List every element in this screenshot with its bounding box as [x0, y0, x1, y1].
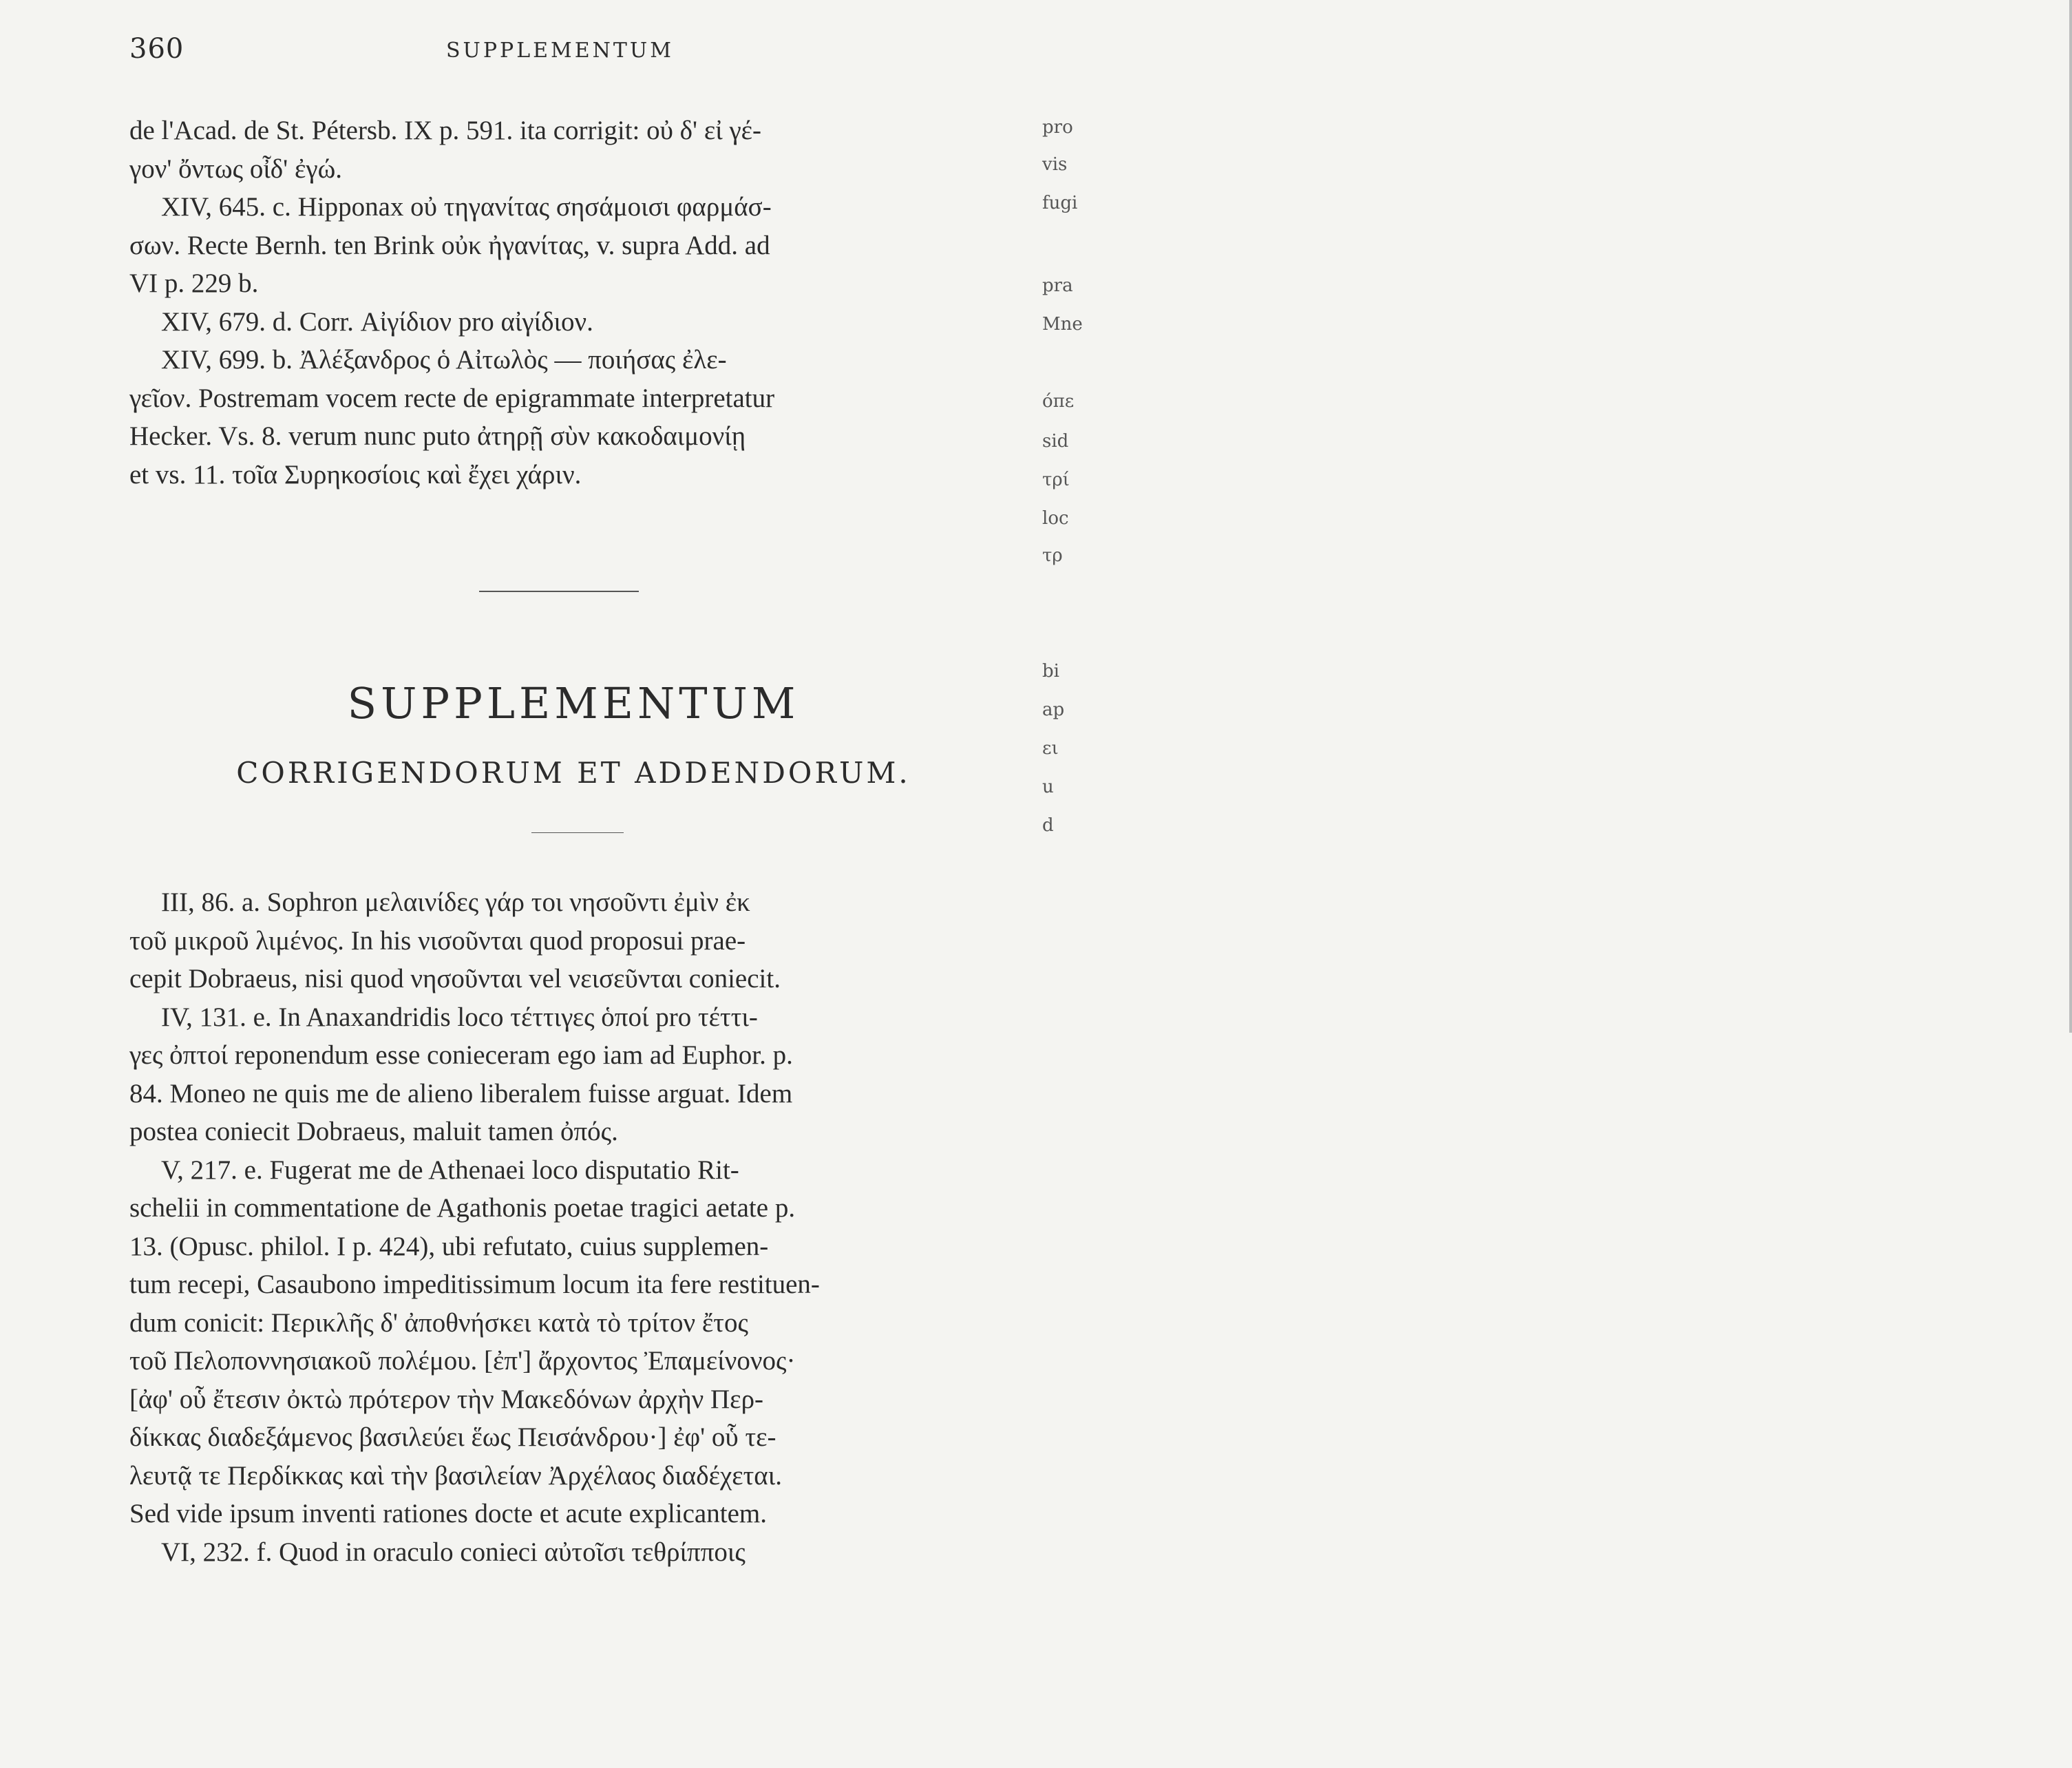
margin-fragment: ει	[1042, 738, 1059, 759]
text-line: XIV, 679. d. Corr. Αἰγίδιον pro αἰγίδιον.	[161, 306, 593, 337]
section-title: SUPPLEMENTUM	[347, 678, 800, 728]
margin-fragment: pro	[1042, 117, 1073, 138]
margin-fragment: τρί	[1042, 470, 1070, 490]
text-line: V, 217. e. Fugerat me de Athenaei loco disputatio Rit-	[161, 1155, 739, 1185]
text-line: schelii in commentatione de Agathonis poetae tragici aetate p.	[129, 1193, 796, 1223]
margin-fragment: τρ	[1042, 545, 1063, 566]
margin-fragment: bi	[1042, 661, 1059, 682]
text-line: δίκκας διαδεξάμενος βασιλεύει ἕως Πεισάνδρου·] ἐφ' οὗ τε-	[129, 1422, 776, 1452]
margin-fragment: όπε	[1042, 391, 1075, 412]
text-line: 13. (Opusc. philol. I p. 424), ubi refutato, cuius supplemen-	[129, 1231, 769, 1261]
margin-fragment: loc	[1042, 508, 1069, 529]
margin-fragment: vis	[1042, 154, 1068, 175]
margin-fragment: u	[1042, 777, 1054, 797]
text-line: γες ὀπτοί reponendum esse conieceram ego iam ad Euphor. p.	[129, 1040, 793, 1070]
margin-fragment: pra	[1042, 275, 1073, 296]
text-line: Hecker. Vs. 8. verum nunc puto ἀτηρῇ σὺν κακοδαιμονίῃ	[129, 421, 746, 451]
text-line: τοῦ Πελοποννησιακοῦ πολέμου. [ἐπ'] ἄρχοντος Ἐπαμείνονος·	[129, 1346, 796, 1376]
text-line: dum conicit: Περικλῆς δ' ἀποθνήσκει κατὰ τὸ τρίτον ἔτος	[129, 1307, 748, 1338]
running-head: SUPPLEMENTUM	[446, 39, 674, 63]
margin-fragment: fugi	[1042, 193, 1078, 213]
text-line: XIV, 645. c. Hipponax οὐ τηγανίτας σησάμοισι φαρμάσ-	[161, 192, 772, 222]
text-line: XIV, 699. b. Ἀλέξανδρος ὁ Αἰτωλὸς — ποιήσας ἐλε-	[161, 345, 727, 375]
text-line: et vs. 11. τοῖα Συρηκοσίοις καὶ ἔχει χάριν.	[129, 459, 582, 490]
facing-page-edge	[1033, 0, 1083, 1768]
page-number: 360	[129, 33, 184, 65]
text-line: γεῖον. Postremam vocem recte de epigrammate interpretatur	[129, 383, 775, 413]
margin-fragment: sid	[1042, 431, 1069, 452]
text-line: γον' ὄντως οἶδ' ἐγώ.	[129, 154, 342, 184]
text-line: VI, 232. f. Quod in oraculo conieci αὐτοῖσι τεθρίπποις	[161, 1537, 746, 1567]
text-line: σων. Recte Bernh. ten Brink οὐκ ἠγανίτας, v. supra Add. ad	[129, 230, 770, 260]
text-line: cepit Dobraeus, nisi quod νησοῦνται vel νεισεῦνται coniecit.	[129, 964, 781, 993]
page-gutter-line	[2069, 0, 2072, 1033]
text-line: Sed vide ipsum inventi rationes docte et acute explicantem.	[129, 1499, 767, 1528]
text-line: [ἀφ' οὗ ἔτεσιν ὀκτὼ πρότερον τὴν Μακεδόνων ἀρχὴν Περ-	[129, 1384, 764, 1414]
text-line: VI p. 229 b.	[129, 269, 259, 298]
margin-fragment: ap	[1042, 699, 1065, 720]
text-line: III, 86. a. Sophron μελαινίδες γάρ τοι νησοῦντι ἐμὶν ἐκ	[161, 887, 750, 917]
text-line: IV, 131. e. In Anaxandridis loco τέττιγες ὁποί pro τέττι-	[161, 1002, 758, 1032]
text-line: de l'Acad. de St. Pétersb. IX p. 591. ita corrigit: οὐ δ' εἰ γέ-	[129, 116, 762, 145]
text-line: tum recepi, Casaubono impeditissimum locum ita fere restituen-	[129, 1270, 820, 1299]
section-divider	[479, 591, 639, 592]
text-line: 84. Moneo ne quis me de alieno liberalem fuisse arguat. Idem	[129, 1078, 793, 1108]
text-block-upper	[129, 112, 1017, 494]
text-line: postea coniecit Dobraeus, maluit tamen ὀπός.	[129, 1117, 618, 1146]
text-line: λευτᾷ τε Περδίκκας καὶ τὴν βασιλείαν Ἀρχέλαος διαδέχεται.	[129, 1460, 782, 1491]
title-divider	[531, 832, 624, 833]
text-line: τοῦ μικροῦ λιμένος. In his νισοῦνται quod proposui prae-	[129, 925, 746, 956]
margin-fragment: Mne	[1042, 314, 1083, 335]
page-header	[129, 33, 1017, 74]
text-block-lower	[129, 883, 1017, 1571]
section-subtitle: CORRIGENDORUM ET ADDENDORUM.	[236, 756, 911, 790]
margin-fragment: d	[1042, 815, 1054, 836]
